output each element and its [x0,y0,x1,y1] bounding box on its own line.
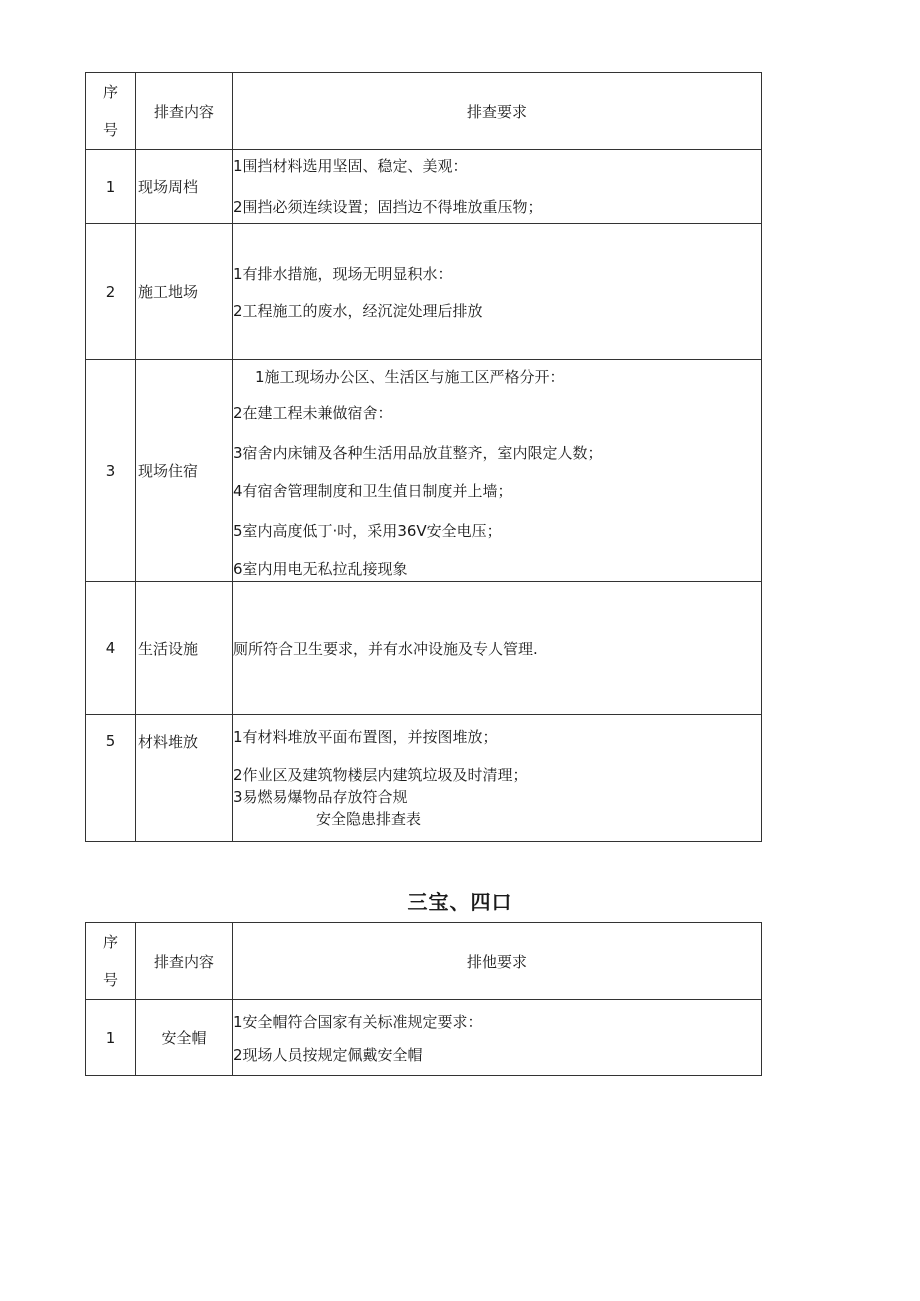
table-row [86,150,762,224]
requirement-line: 2在建工程未兼做宿舍： [233,404,393,422]
requirement-line: 1围挡材料选用坚固、稳定、美观： [233,156,468,175]
row-category: 现场周档 [136,150,233,224]
requirement-line: 4有宿舍管理制度和卫生值日制度并上墙； [233,482,513,500]
row-number: 4 [86,582,136,715]
table-row [86,1000,762,1076]
requirement-line: 6室内用电无私拉乱接现象 [233,560,408,578]
row-number: 1 [86,150,136,224]
row-requirements [233,1000,762,1076]
requirement-line: 1施工现场办公区、生活区与施工区严格分开： [255,368,565,386]
header-requirement: 排他要求 [233,923,762,1000]
header-content: 排查内容 [136,73,233,150]
requirement-line: 1有排水措施，现场无明显积水： [233,264,453,283]
row-requirements [233,715,762,842]
requirement-line: 3宿舍内床铺及各种生活用品放苴整齐，室内限定人数； [233,444,603,462]
row-requirements [233,582,762,715]
header-seq-b: 号 [102,121,118,139]
row-category: 安全帽 [136,1000,233,1076]
header-seq [86,73,136,150]
requirement-line: 2围挡必须连续设置；固挡边不得堆放重压物； [233,197,543,216]
header-seq-a: 序 [102,933,118,951]
table-header-row [86,73,762,150]
requirement-line: 2现场人员按规定佩戴安全帽 [233,1045,423,1064]
row-number: 3 [86,360,136,582]
header-seq-a: 序 [102,83,118,101]
requirement-line: 3易燃易爆物品存放符合规 [233,788,408,806]
table-row [86,224,762,360]
table-row [86,360,762,582]
document-title-line: 安全隐患排查表 [316,810,422,828]
table-row [86,715,762,842]
header-requirement: 排查要求 [233,73,762,150]
requirement-line: 2工程施工的废水，经沉淀处理后排放 [233,301,483,320]
row-number: 1 [86,1000,136,1076]
row-category: 材料堆放 [136,715,233,842]
header-seq [86,923,136,1000]
requirement-line: 5室内高度低丁·吋，采用36V安全电压； [233,522,502,540]
requirement-line: 2作业区及建筑物楼层内建筑垃圾及时清理； [233,766,528,784]
section-title: 三宝、四口 [407,890,513,914]
row-requirements [233,150,762,224]
header-seq-b: 号 [102,971,118,989]
row-number: 2 [86,224,136,360]
row-requirements [233,360,762,582]
row-number: 5 [86,715,136,842]
table-row [86,582,762,715]
header-content: 排查内容 [136,923,233,1000]
table-header-row [86,923,762,1000]
inspection-table-2 [85,922,762,1076]
inspection-table-1 [85,72,762,842]
requirement-line: 1安全帽符合国家有关标准规定要求： [233,1012,483,1031]
row-category: 生活设施 [136,582,233,715]
requirement-line: 厕所符合卫生要求，并有水冲设施及专人管理. [233,639,538,658]
row-requirements [233,224,762,360]
requirement-line: 1有材料堆放平面布置图，并按图堆放； [233,728,498,746]
row-category: 施工地场 [136,224,233,360]
row-category: 现场住宿 [136,360,233,582]
